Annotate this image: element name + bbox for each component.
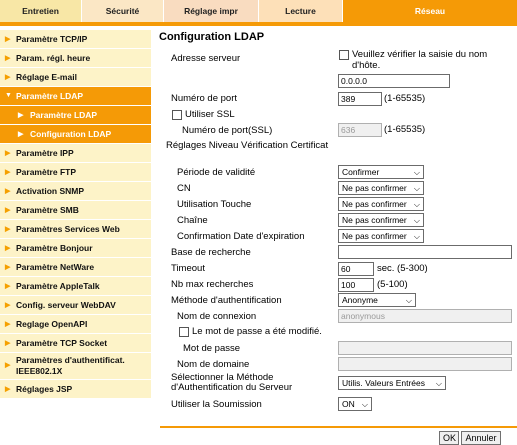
verify-hostname-label: Veuillez vérifier la saisie du nom d'hôte. [352,49,488,71]
arrow-right-icon: ▶ [5,283,11,290]
arrow-right-icon: ▶ [5,321,11,328]
sidebar-item-tcp-socket[interactable] [0,334,151,353]
sidebar-item-ftp[interactable] [0,163,151,182]
sidebar-item-label: Réglages JSP [16,384,73,394]
sidebar-item-tcpip[interactable] [0,30,151,49]
port-input[interactable] [338,92,382,106]
sidebar-item-netware[interactable] [0,258,151,277]
cancel-button[interactable]: Annuler [461,431,501,445]
timeout-label: Timeout [171,263,205,274]
sidebar-item-bonjour[interactable] [0,239,151,258]
sidebar-item-services-web[interactable] [0,220,151,239]
ok-button[interactable]: OK [439,431,459,445]
login-name-input[interactable] [338,309,512,323]
use-ssl-label: Utiliser SSL [185,109,235,120]
max-searches-label: Nb max recherches [171,279,254,290]
arrow-right-icon: ▶ [18,112,24,119]
sidebar-item-jsp[interactable] [0,380,151,399]
domain-name-label: Nom de domaine [177,359,250,370]
password-input[interactable] [338,341,512,355]
sidebar-subitem-ldap-config[interactable] [0,125,151,144]
chevron-down-icon: ⌵ [413,168,420,177]
sidebar-item-heure[interactable] [0,49,151,68]
tab-securite[interactable]: Sécurité [82,0,164,22]
arrow-right-icon: ▶ [5,207,11,214]
top-tab-bar [0,0,517,22]
arrow-right-icon: ▶ [5,386,11,393]
password-label: Mot de passe [183,343,241,354]
auth-method-select-value: Anonyme [342,295,378,305]
sidebar-item-label: Paramètres d'authentificat. IEEE802.1X [16,355,125,376]
sidebar-item-ldap[interactable] [0,87,151,106]
max-searches-input[interactable] [338,278,374,292]
sidebar-item-openapi[interactable] [0,315,151,334]
cn-select[interactable] [338,181,424,195]
key-usage-label: Utilisation Touche [177,199,252,210]
chevron-down-icon: ⌵ [405,296,412,305]
page-title: Configuration LDAP [159,31,265,43]
use-referral-select-value: ON [342,399,355,409]
tab-lecture[interactable]: Lecture [259,0,343,22]
footer-divider [160,426,517,428]
chevron-down-icon: ⌵ [413,184,420,193]
port-range-text: (1-65535) [384,93,426,104]
sidebar-item-label: Paramètre TCP Socket [16,338,108,348]
sidebar-item-ieee8021x[interactable] [0,353,151,380]
arrow-right-icon: ▶ [5,55,11,62]
sidebar-item-label: Paramètres Services Web [16,224,120,234]
arrow-right-icon: ▶ [5,245,11,252]
sidebar-item-label: Paramètre IPP [16,148,74,158]
expiry-select-value: Ne pas confirmer [342,231,407,241]
sidebar-item-label: Paramètre TCP/IP [16,34,88,44]
validity-select[interactable] [338,165,424,179]
tab-reglage-impr[interactable]: Réglage impr [164,0,259,22]
sidebar-item-smb[interactable] [0,201,151,220]
ssl-port-label: Numéro de port(SSL) [182,125,273,136]
sidebar-item-label: Config. serveur WebDAV [16,300,116,310]
search-base-label: Base de recherche [171,247,251,258]
sidebar-item-label: Paramètre AppleTalk [16,281,100,291]
validity-select-value: Confirmer [342,167,380,177]
verify-hostname-checkbox[interactable] [339,50,349,60]
arrow-right-icon: ▶ [5,169,11,176]
sidebar-item-snmp[interactable] [0,182,151,201]
key-usage-select[interactable] [338,197,424,211]
server-auth-method-select[interactable] [338,376,446,390]
sidebar-item-label: Paramètre SMB [16,205,79,215]
ssl-port-range-text: (1-65535) [384,124,426,135]
sidebar-item-email[interactable] [0,68,151,87]
cn-select-value: Ne pas confirmer [342,183,407,193]
arrow-right-icon: ▶ [5,188,11,195]
sidebar [0,30,151,399]
auth-method-select[interactable] [338,293,416,307]
chevron-down-icon: ⌵ [413,232,420,241]
cn-label: CN [177,183,191,194]
server-auth-method-select-value: Utilis. Valeurs Entrées [342,378,425,388]
tab-entretien[interactable]: Entretien [0,0,82,22]
sidebar-item-label: Activation SNMP [16,186,85,196]
sidebar-item-ipp[interactable] [0,144,151,163]
validity-label: Période de validité [177,167,256,178]
sidebar-item-label: Réglage E-mail [16,72,77,82]
key-usage-select-value: Ne pas confirmer [342,199,407,209]
server-auth-method-label-line1: Sélectionner la Méthode [171,372,274,383]
sidebar-item-label: Configuration LDAP [30,129,112,139]
arrow-right-icon: ▶ [5,74,11,81]
sidebar-item-label: Reglage OpenAPI [16,319,88,329]
sidebar-item-webdav[interactable] [0,296,151,315]
server-address-label: Adresse serveur [171,53,241,64]
use-referral-label: Utiliser la Soumission [171,399,262,410]
arrow-right-icon: ▶ [18,131,24,138]
tab-reseau[interactable]: Réseau [343,0,517,22]
timeout-range-text: sec. (5-300) [377,263,428,274]
sidebar-item-label: Paramètre LDAP [16,91,84,101]
auth-method-label: Méthode d'authentification [171,295,282,306]
use-referral-select[interactable] [338,397,372,411]
arrow-down-icon: ▼ [5,92,12,99]
sidebar-item-appletalk[interactable] [0,277,151,296]
sidebar-item-label: Paramètre LDAP [30,110,98,120]
search-base-input[interactable] [338,245,512,259]
use-ssl-checkbox[interactable] [172,110,182,120]
chain-label: Chaîne [177,215,208,226]
chevron-down-icon: ⌵ [413,200,420,209]
server-auth-method-label-line2: d'Authentification du Serveur [171,382,293,393]
chevron-down-icon: ⌵ [435,379,442,388]
sidebar-item-label: Paramètre Bonjour [16,243,93,253]
arrow-right-icon: ▶ [5,226,11,233]
arrow-right-icon: ▶ [5,340,11,347]
max-searches-range-text: (5-100) [377,279,408,290]
expiry-label: Confirmation Date d'expiration [177,231,305,242]
tab-underline [0,22,517,26]
port-label: Numéro de port [171,93,238,104]
sidebar-item-label: Param. régl. heure [16,53,91,63]
server-auth-method-label [171,373,292,393]
login-name-label: Nom de connexion [177,311,257,322]
arrow-right-icon: ▶ [5,264,11,271]
server-address-input[interactable] [338,74,450,88]
chain-select-value: Ne pas confirmer [342,215,407,225]
sidebar-subitem-ldap-param[interactable] [0,106,151,125]
chevron-down-icon: ⌵ [413,216,420,225]
expiry-select[interactable] [338,229,424,243]
password-changed-checkbox[interactable] [179,327,189,337]
chain-select[interactable] [338,213,424,227]
arrow-right-icon: ▶ [5,150,11,157]
arrow-right-icon: ▶ [5,302,11,309]
domain-name-input[interactable] [338,357,512,371]
arrow-right-icon: ▶ [5,362,11,369]
ssl-port-input[interactable] [338,123,382,137]
chevron-down-icon: ⌵ [361,400,368,409]
timeout-input[interactable] [338,262,374,276]
sidebar-item-label: Paramètre FTP [16,167,76,177]
arrow-right-icon: ▶ [5,36,11,43]
sidebar-item-label: Paramètre NetWare [16,262,95,272]
cert-verification-heading: Réglages Niveau Vérification Certificat [166,140,329,151]
password-changed-label: Le mot de passe a été modifié. [192,326,322,337]
